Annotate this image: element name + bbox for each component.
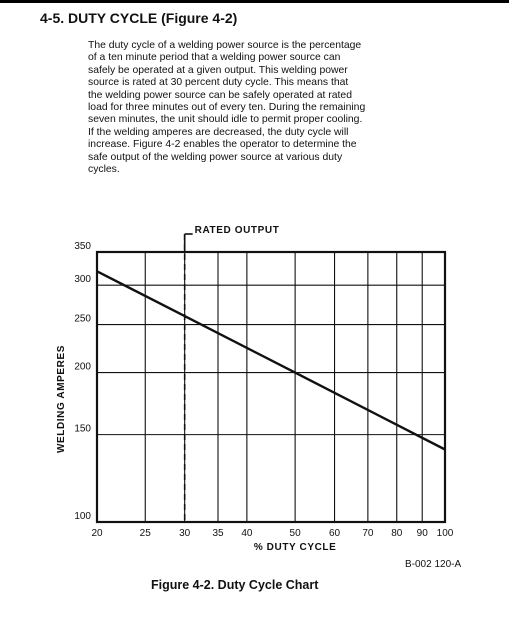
y-tick-label: 300 bbox=[74, 274, 91, 286]
x-tick-label: 40 bbox=[241, 528, 253, 539]
x-tick-label: 60 bbox=[328, 528, 341, 539]
chart-grid bbox=[97, 252, 445, 522]
x-tick-label: 80 bbox=[391, 528, 403, 539]
x-tick-label: 30 bbox=[179, 528, 191, 539]
x-axis-label: % DUTY CYCLE bbox=[253, 542, 337, 553]
x-tick-label: 20 bbox=[91, 528, 103, 539]
rated-output-label: RATED OUTPUT bbox=[194, 225, 280, 236]
y-tick-label: 250 bbox=[74, 313, 91, 325]
plot-border bbox=[97, 252, 445, 522]
figure-code: B-002 120-A bbox=[405, 559, 462, 570]
y-tick-labels bbox=[74, 241, 91, 522]
duty-cycle-paragraph: The duty cycle of a welding power source is the percentage of a ten minute period that a welding power source can safely be operated at a given output. This welding power source is rated at 30 percent duty cycle. This means that the welding power source can be safely operated at rated load for three minutes out of every ten. During the remaining seven minutes, the unit should idle to permit proper cooling. If the welding amperes are decreased, the duty cycle will increase. Figure 4-2 enables the operator to determine the safe output of the welding power source at various duty cycles. bbox=[88, 40, 366, 176]
x-tick-label: 70 bbox=[362, 528, 374, 539]
y-tick-label: 150 bbox=[74, 423, 91, 435]
y-tick-label: 350 bbox=[74, 241, 91, 252]
series-group bbox=[97, 271, 445, 449]
y-tick-label: 100 bbox=[74, 511, 91, 522]
x-tick-label: 100 bbox=[436, 528, 454, 539]
x-tick-label: 50 bbox=[289, 528, 301, 539]
x-tick-labels bbox=[91, 528, 453, 539]
duty-cycle-line bbox=[97, 271, 445, 449]
x-tick-label: 35 bbox=[212, 528, 224, 539]
x-tick-label: 90 bbox=[416, 528, 428, 539]
y-axis-label: WELDING AMPERES bbox=[56, 344, 67, 454]
duty-cycle-chart bbox=[0, 210, 509, 570]
section-heading: 4-5. DUTY CYCLE (Figure 4-2) bbox=[40, 10, 238, 26]
plot-frame bbox=[97, 252, 445, 522]
top-rule bbox=[0, 0, 509, 3]
x-tick-label: 25 bbox=[139, 528, 151, 539]
y-tick-label: 200 bbox=[74, 361, 91, 373]
figure-caption: Figure 4-2. Duty Cycle Chart bbox=[151, 578, 319, 592]
rated-output-marker bbox=[185, 225, 280, 522]
